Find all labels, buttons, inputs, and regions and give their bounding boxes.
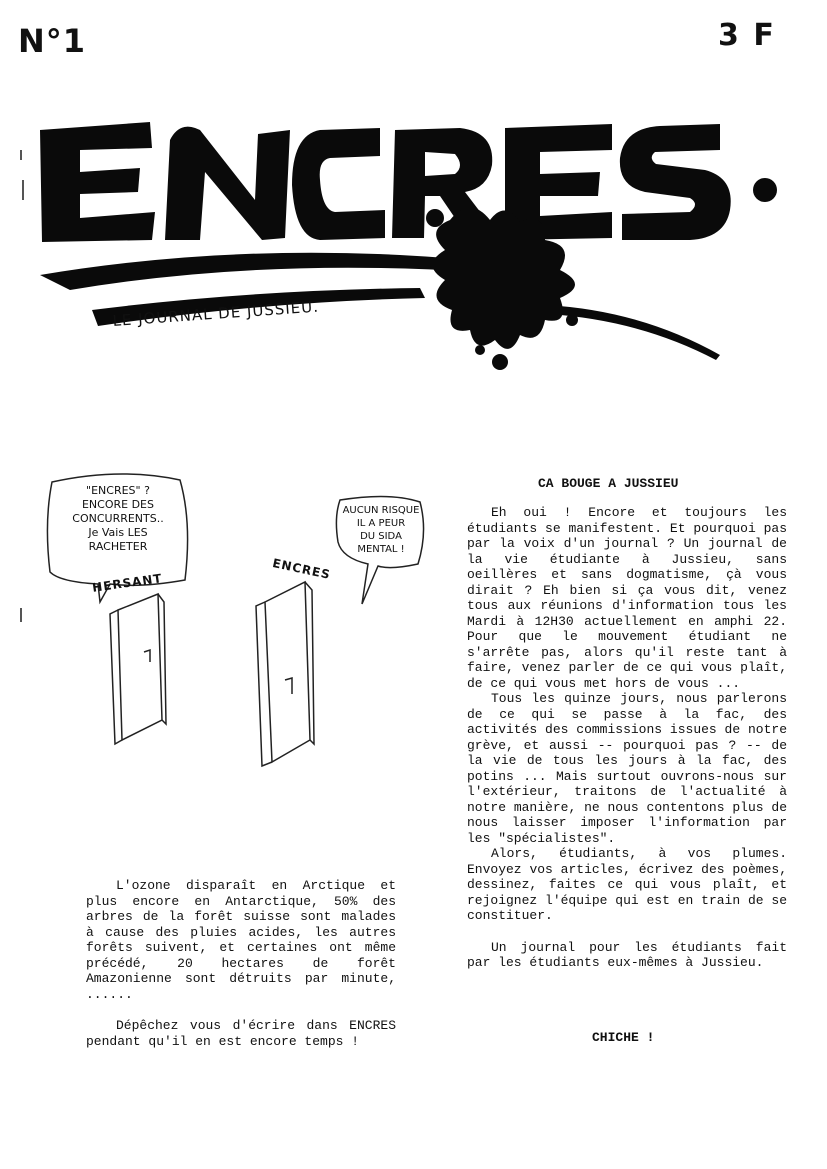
right-door-leaf <box>256 602 272 766</box>
right-bubble-text <box>340 504 422 556</box>
right-bubble-line: AUCUN RISQUE <box>342 505 420 516</box>
logo-swash <box>40 253 478 290</box>
left-door <box>118 594 162 740</box>
logo-letter-e1 <box>40 122 155 242</box>
logo-period <box>753 178 777 202</box>
right-door-label: ENCRES <box>271 556 332 582</box>
ink-drop-3 <box>475 345 485 355</box>
masthead-logo <box>0 100 827 430</box>
ozone-paragraph: Dépêchez vous d'écrire dans ENCRES pendant qu'il en est encore temps ! <box>86 1018 396 1049</box>
right-bubble-line: DU SIDA <box>360 531 402 542</box>
article-signoff: CHICHE ! <box>592 1030 655 1045</box>
cartoon-illustration <box>40 462 440 782</box>
logo-letter-n <box>165 127 290 240</box>
article-paragraph: Un journal pour les étudiants fait par les étudiants eux-mêmes à Jussieu. <box>467 939 787 970</box>
price-label: 3 F <box>718 18 776 53</box>
left-door-handle <box>144 650 150 662</box>
right-bubble-line: IL A PEUR <box>356 518 406 529</box>
article-paragraph: Tous les quinze jours, nous parlerons de ce qui se passe à la fac, des activités des commissions issues de notre grève, et aussi -- pourquoi pas ? -- de la vie de tous les jours à la fac, des potins ... Mais surtout ouvrons-nous sur l'extérieur, traitons de l'actualité à notre manière, ne nous contentons plus de nous laisser imposer l'information par les "spécialistes". <box>467 691 787 846</box>
ozone-text <box>86 878 396 1049</box>
right-bubble-line: MENTAL ! <box>357 544 405 555</box>
right-door <box>265 582 310 762</box>
left-bubble-text <box>58 484 178 554</box>
ink-drop-2 <box>492 354 508 370</box>
left-door-label: HERSANT <box>91 571 164 595</box>
article-paragraph: Alors, étudiants, à vos plumes. Envoyez vos articles, écrivez des poèmes, dessinez, faites ce qui vous plaît, et rejoignez l'équipe qui est en train de se constituer. <box>467 846 787 923</box>
logo-letter-s <box>620 124 731 240</box>
article-body <box>467 505 787 971</box>
left-bubble-line: CONCURRENTS.. <box>72 512 164 525</box>
ink-drop-1 <box>426 209 444 227</box>
right-door-handle <box>285 678 292 694</box>
logo-letter-c <box>292 128 385 240</box>
article-heading: CA BOUGE A JUSSIEU <box>538 476 679 491</box>
left-bubble-line: RACHETER <box>88 540 148 553</box>
scan-mark <box>22 180 24 200</box>
ozone-paragraph: L'ozone disparaît en Arctique et plus encore en Antarctique, 50% des arbres de la forêt suisse sont malades à cause des pluies acides, les autres forêts suivent, et certaines ont même précédé, 20 hectares de forêt Amazonienne sont détruits par minute, ...... <box>86 878 396 1002</box>
scan-mark <box>20 608 22 622</box>
scan-mark <box>20 150 22 160</box>
left-bubble-line: "ENCRES" ? <box>86 484 150 497</box>
article-paragraph: Eh oui ! Encore et toujours les étudiants se manifestent. Et pourquoi pas par la voix d'un journal ? Un journal de la vie étudiante à Jussieu, sans oeillères et sans dogmatisme, çà vous dirait ? Eh bien si ça vous dit, venez tous aux réunions d'information tous les Mardi à 12H30 actuellement en amphi 22. Pour que le mouvement étudiant ne s'arrête pas, alors qu'il reste tant à faire, venez parler de ce qui vous plaît, de ce qui vous met hors de vous ... <box>467 505 787 691</box>
issue-number: N°1 <box>18 22 87 60</box>
left-bubble-line: ENCORE DES <box>81 498 154 511</box>
left-bubble-line: Je Vais LES <box>88 526 148 539</box>
ink-streak <box>545 305 720 360</box>
masthead-tagline: LE JOURNAL DE JUSSIEU. <box>112 297 320 330</box>
